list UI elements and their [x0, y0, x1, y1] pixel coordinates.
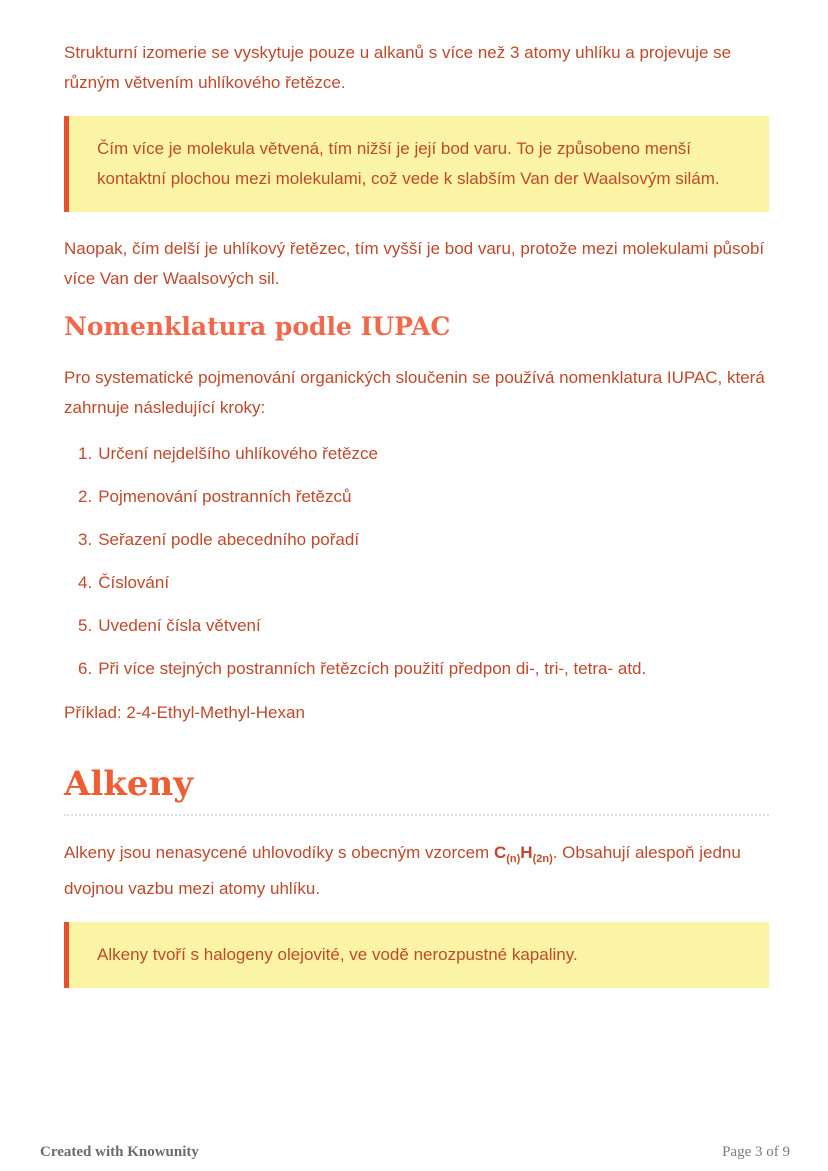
list-item-number: 5.: [78, 616, 93, 635]
footer-brand-credit: Created with Knowunity: [40, 1144, 199, 1160]
list-item-number: 1.: [78, 444, 93, 463]
list-item-text: Při více stejných postranních řetězcích použití předpon di-, tri-, tetra- atd.: [98, 659, 647, 678]
list-item-text: Určení nejdelšího uhlíkového řetězce: [98, 444, 378, 463]
formula-carbon-subscript: (n): [506, 853, 521, 865]
list-item-text: Seřazení podle abecedního pořadí: [98, 530, 360, 549]
list-item-number: 3.: [78, 530, 93, 549]
callout-branching-boiling-point: [64, 116, 769, 212]
formula-carbon: C: [493, 843, 507, 862]
paragraph-alkeny-definition: [64, 838, 769, 904]
list-item-number: 4.: [78, 573, 93, 592]
list-item-number: 2.: [78, 487, 93, 506]
chemical-formula: [493, 843, 553, 865]
list-item: [78, 439, 769, 469]
paragraph-iupac-intro: Pro systematické pojmenování organických sloučenin se používá nomenklatura IUPAC, která zahrnuje následující kroky:: [64, 368, 765, 417]
formula-hydrogen: H: [520, 843, 533, 862]
footer-page-number: Page 3 of 9: [722, 1144, 790, 1160]
section-heading-nomenklatura-iupac: Nomenklatura podle IUPAC: [64, 312, 451, 341]
alkeny-text-before-formula: Alkeny jsou nenasycené uhlovodíky s obecným vzorcem: [64, 843, 494, 862]
iupac-steps-list: [64, 439, 769, 684]
callout-alkeny-halogens: [64, 922, 769, 988]
paragraph-example: Příklad: 2-4-Ethyl-Methyl-Hexan: [64, 703, 305, 722]
paragraph-chain-length: Naopak, čím delší je uhlíkový řetězec, tím vyšší je bod varu, protože mezi molekulami působí více Van der Waalsových sil.: [64, 239, 765, 288]
section-heading-alkeny: Alkeny: [64, 764, 769, 816]
list-item-text: Uvedení čísla větvení: [98, 616, 261, 635]
list-item: [78, 654, 769, 684]
list-item-text: Pojmenování postranních řetězců: [98, 487, 352, 506]
callout-branching-text: Čím více je molekula větvená, tím nižší je její bod varu. To je způsobeno menší kontaktní plochou mezi molekulami, což vede k slabším Van der Waalsovým silám.: [97, 139, 720, 188]
list-item-text: Číslování: [98, 573, 170, 592]
paragraph-structural-isomerism: Strukturní izomerie se vyskytuje pouze u alkanů s více než 3 atomy uhlíku a projevuje se různým větvením uhlíkového řetězce.: [64, 43, 732, 92]
list-item: [78, 611, 769, 641]
list-item-number: 6.: [78, 659, 93, 678]
formula-hydrogen-subscript: (2n): [532, 853, 553, 865]
list-item: [78, 525, 769, 555]
list-item: [78, 482, 769, 512]
list-item: [78, 568, 769, 598]
page-footer: [40, 1144, 790, 1161]
callout-alkeny-text: Alkeny tvoří s halogeny olejovité, ve vodě nerozpustné kapaliny.: [97, 945, 578, 964]
alkeny-text-after-formula: . Obsahují alespoň jednu dvojnou vazbu mezi atomy uhlíku.: [64, 843, 741, 898]
